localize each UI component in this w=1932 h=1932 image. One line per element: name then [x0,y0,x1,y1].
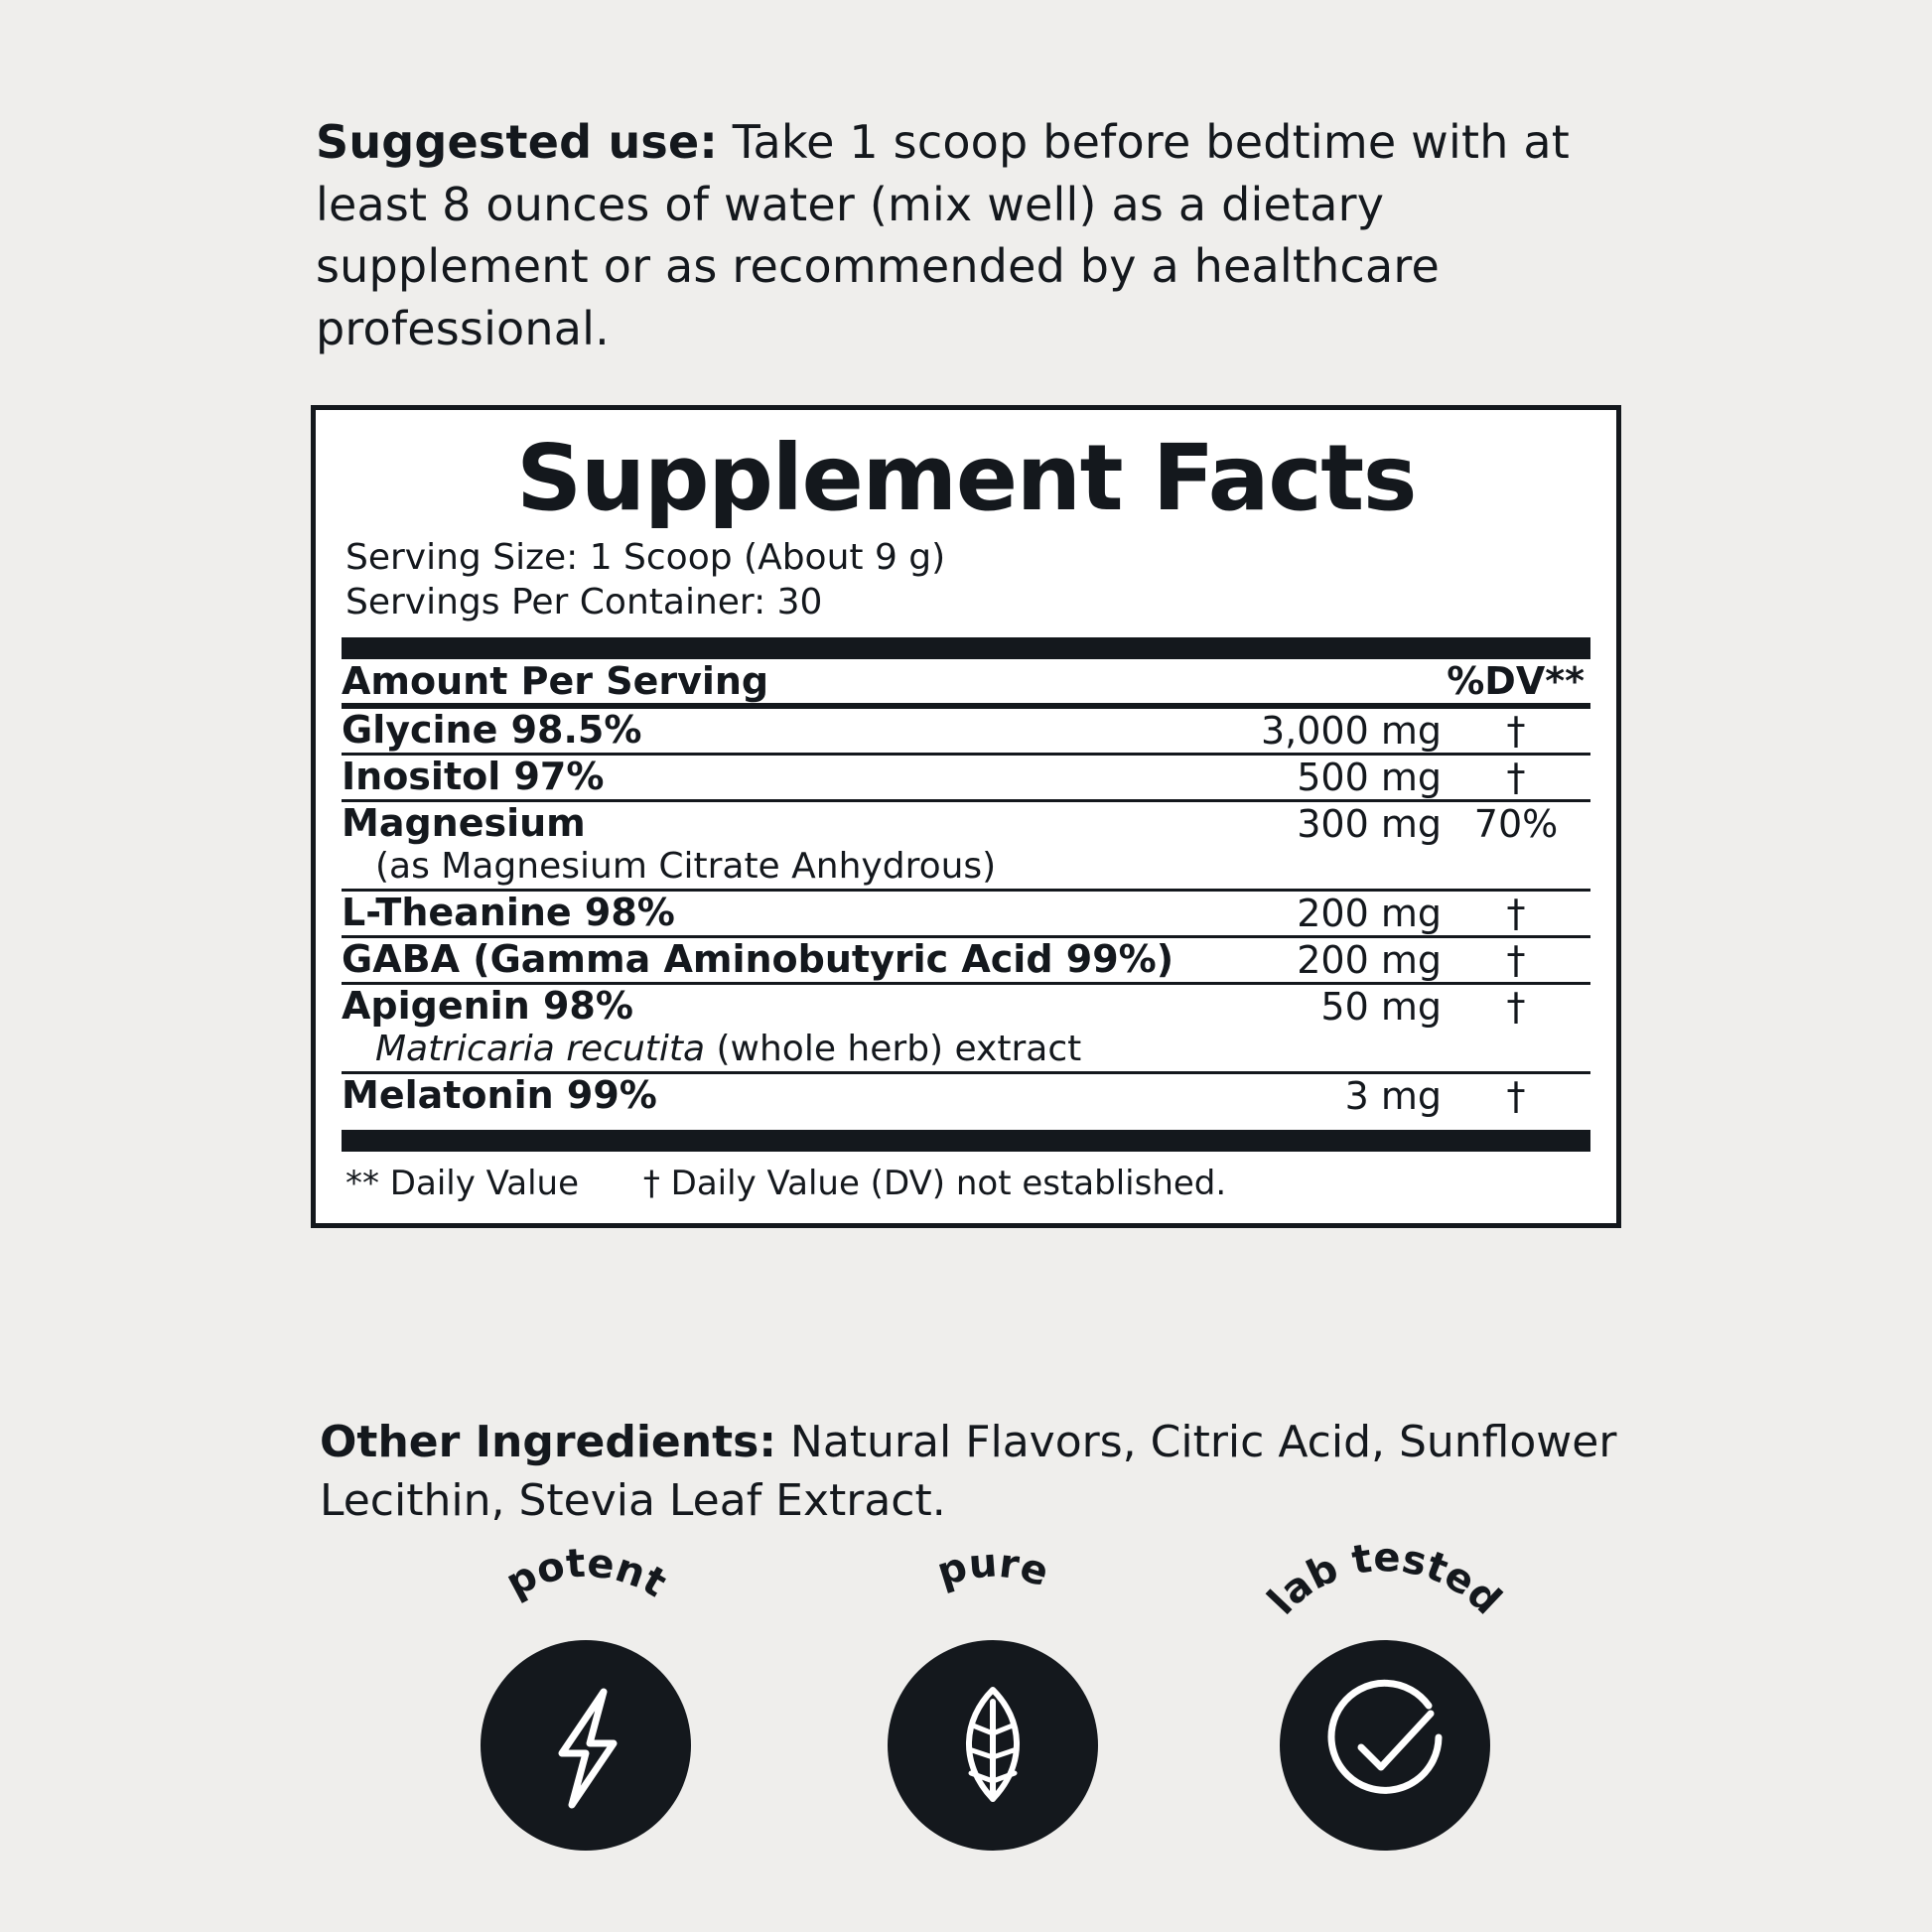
badge-row [397,1535,1549,1876]
nutrient-dv: † [1506,984,1526,1029]
nutrient-name-text: Magnesium [342,800,586,845]
nutrient-dv: † [1506,755,1526,799]
badge-potent [437,1540,735,1876]
suggested-use-text: Take 1 scoop before bedtime with at least 8 ounces of water (mix well) as a dietary supplement or as recommended by a healthcare professional. [316,115,1570,355]
svg-text:pure [932,1540,1054,1595]
table-row [342,1074,1590,1118]
table-row [342,892,1590,935]
nutrient-name: L-Theanine 98% [342,890,675,934]
badge-label: lab tested [1259,1535,1510,1624]
checkmark-circle-icon [1280,1640,1490,1851]
serving-size: Serving Size: 1 Scoop (About 9 g) [345,536,946,578]
nutrient-name: GABA (Gamma Aminobutyric Acid 99%) [342,936,1174,981]
svg-text:lab tested [1259,1535,1510,1623]
nutrient-name: Glycine 98.5% [342,707,642,752]
dv-header: %DV** [1447,658,1585,703]
badge-label: potent [498,1540,674,1607]
leaf-icon [888,1640,1098,1851]
badge-potent-circle [481,1640,691,1851]
nutrient-source-text [342,1029,1193,1070]
table-row [342,985,1590,1071]
divider-thick-top [342,637,1590,659]
botanical-name: Matricaria recutita [375,1029,706,1070]
table-row [342,802,1590,889]
suggested-use-paragraph [316,111,1646,359]
nutrient-dv: † [1506,891,1526,935]
nutrient-dv: † [1506,708,1526,753]
servings-per-container: Servings Per Container: 30 [345,582,823,623]
badge-lab-tested-circle [1280,1640,1490,1851]
nutrient-dv: † [1506,1073,1526,1118]
nutrient-amount: 3 mg [1344,1073,1442,1118]
nutrient-amount: 500 mg [1297,755,1442,799]
nutrient-amount: 200 mg [1297,891,1442,935]
nutrient-dv: † [1506,937,1526,982]
supplement-facts-panel [311,405,1621,1228]
badge-label: pure [931,1540,1054,1596]
nutrient-name [342,802,1193,889]
suggested-use-label: Suggested use: [316,115,718,169]
other-ingredients-paragraph [320,1414,1630,1531]
svg-text:potent [498,1540,674,1606]
nutrition-table [342,659,1590,1118]
divider-thick-bottom [342,1130,1590,1152]
daily-value-footnote: ** Daily Value † Daily Value (DV) not established. [345,1163,1227,1203]
amount-per-serving-header: Amount Per Serving [342,658,769,703]
nutrient-amount: 3,000 mg [1260,708,1442,753]
lightning-bolt-icon [481,1640,691,1851]
nutrient-source-text: (as Magnesium Citrate Anhydrous) [375,846,997,888]
nutrient-dv: 70% [1473,801,1559,846]
nutrient-amount: 50 mg [1320,984,1442,1029]
badge-pure-circle [888,1640,1098,1851]
nutrient-amount: 300 mg [1297,801,1442,846]
badge-pure [844,1540,1142,1876]
other-ingredients-label: Other Ingredients: [320,1417,776,1467]
badge-lab-tested [1236,1535,1534,1876]
table-header-row [342,659,1590,703]
nutrient-name: Melatonin 99% [342,1072,657,1117]
supplement-facts-title: Supplement Facts [516,425,1416,531]
botanical-part: (whole herb) extract [705,1029,1082,1070]
table-row [342,938,1590,982]
other-ingredients-text: Natural Flavors, Citric Acid, Sunflower Lecithin, Stevia Leaf Extract. [320,1417,1617,1526]
nutrient-name: Inositol 97% [342,754,605,798]
table-row [342,756,1590,799]
table-row [342,709,1590,753]
nutrient-amount: 200 mg [1297,937,1442,982]
nutrient-name-text: Apigenin 98% [342,983,633,1028]
nutrient-name [342,985,1193,1071]
